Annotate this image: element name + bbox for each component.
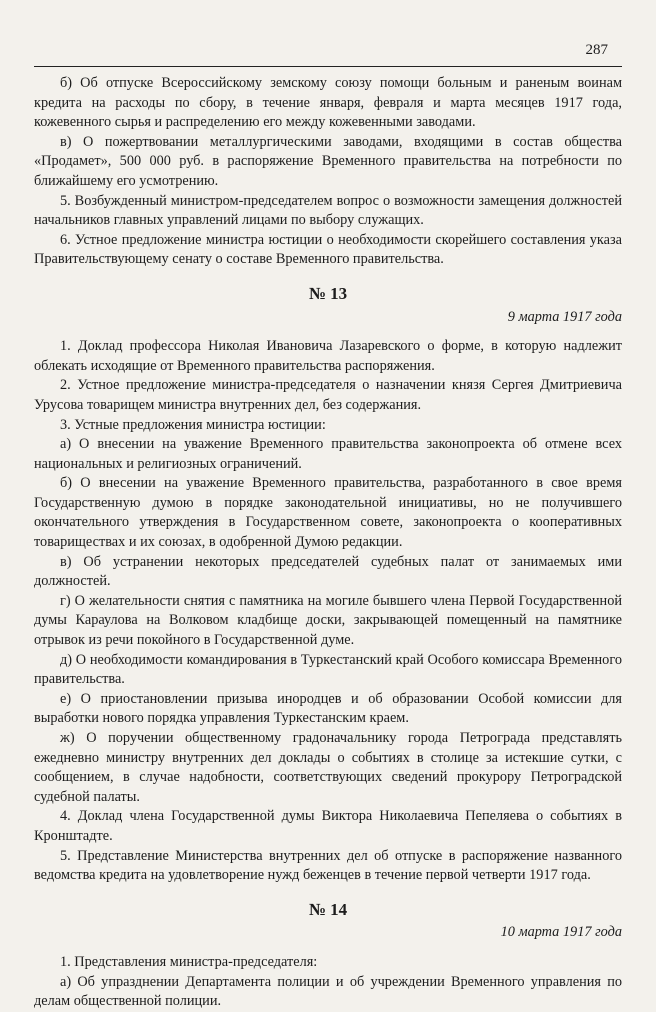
paragraph: 5. Представление Министерства внутренних дел об отпуске в распоряжение названного ведомства кредита на удовлетворение нужд беженцев в течение первой четверти 1917 года.	[34, 847, 622, 884]
paragraph: в) О пожертвовании металлургическими заводами, входящими в состав общества «Продамет», 500 000 руб. в распоряжение Временного правительства на потребности по ближайшему его усмотрению.	[34, 133, 622, 189]
document-number: № 14	[308, 899, 348, 919]
header-rule	[34, 66, 622, 67]
paragraph: е) О приостановлении призыва инородцев и об образовании Особой комиссии для выработки нового порядка управления Туркестанским краем.	[34, 690, 622, 727]
paragraph: в) Об устранении некоторых председателей судебных палат от занимаемых ими должностей.	[34, 553, 622, 590]
paragraph: 4. Доклад члена Государственной думы Виктора Николаевича Пепеляева о событиях в Кронштадте.	[34, 808, 622, 844]
paragraph: б) Об отпуске Всероссийскому земскому союзу помощи больным и раненым воинам кредита на расходы по сбору, в течение января, февраля и марта месяцев 1917 года, кожевенного сырья и распределению его между кожевенными заводами.	[34, 75, 622, 131]
document-13	[34, 284, 622, 886]
paragraph: б) О внесении на уважение Временного правительства, разработанного в свое время Государственную думою в порядке законодательной инициативы, но не получившего окончательного утверждения в Государственном совете, законопроекта о кооперативных товариществах и их союзах, в одобренной Думою редакции.	[34, 475, 622, 551]
document-date: 10 марта 1917 года	[500, 924, 622, 941]
paragraph: ж) О поручении общественному градоначальнику города Петрограда представлять ежедневно министру внутренних дел доклады о событиях в столице за истекшие сутки, с сообщением, в случае надобности, соответствующих сведений прокурору Петроградской судебной палаты.	[34, 730, 622, 805]
page-content	[34, 74, 622, 1012]
paragraph: 1. Доклад профессора Николая Ивановича Лазаревского о форме, в которую надлежит облекать исходящие от Временного правительства распоряжения.	[34, 338, 622, 374]
paragraph: а) О внесении на уважение Временного правительства законопроекта об отмене всех национальных и религиозных ограничений.	[34, 436, 622, 472]
paragraph: 2. Устное предложение министра-председателя о назначении князя Сергея Дмитриевича Урусова товарищем министра внутренних дел, без содержания.	[34, 377, 622, 413]
page-number: 287	[585, 42, 608, 58]
paragraph: 5. Возбужденный министром-председателем вопрос о возможности замещения должностей начальников главных управлений лицами по выбору служащих.	[34, 192, 622, 229]
paragraph: а) Об упразднении Департамента полиции и об учреждении Временного управления по делам общественной полиции.	[34, 973, 622, 1010]
paragraph: 3. Устные предложения министра юстиции:	[60, 416, 326, 433]
document-date: 9 марта 1917 года	[507, 308, 622, 325]
paragraph: г) О желательности снятия с памятника на могиле бывшего члена Первой Государственной думы Караулова на Волковом кладбище доски, закрывающей помещенный на памятнике отрывок из речи покойного в Государственной думе.	[34, 592, 622, 649]
document-number: № 13	[308, 283, 348, 303]
paragraph: 1. Представления министра-председателя:	[60, 953, 318, 970]
section-continued	[34, 74, 622, 270]
paragraph: д) О необходимости командирования в Туркестанский край Особого комиссара Временного правительства.	[34, 651, 622, 688]
paragraph: 6. Устное предложение министра юстиции о необходимости скорейшего составления указа Правительствующему сенату о составе Временного правительства.	[34, 231, 622, 268]
